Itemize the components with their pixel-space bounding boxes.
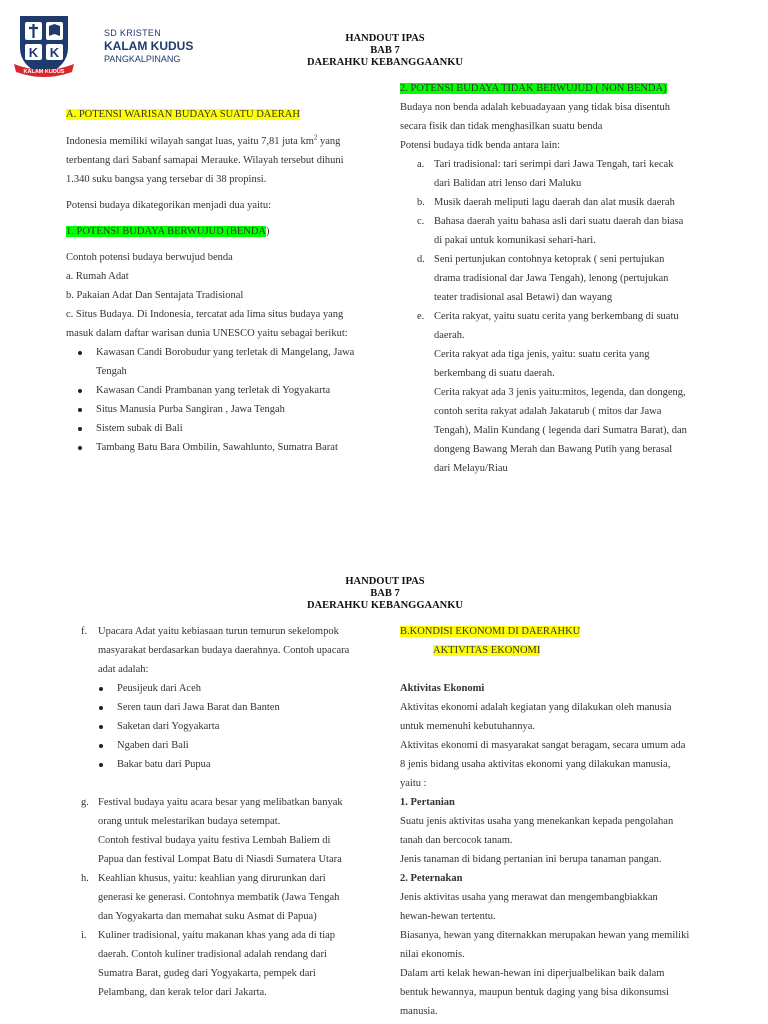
paragraph-line: bentuk hewannya, maupun bentuk daging yang bisa dikonsumsi: [400, 987, 669, 998]
school-logo: [14, 14, 204, 78]
list-item-e: e. Cerita rakyat, yaitu suatu cerita yang berkembang di suatu daerah. Cerita rakyat ada tiga jenis, yaitu: suatu cerita yang berkembang di suatu daerah. Cerita rakyat ada 3 jenis yaitu:mitos, legenda, dan dongeng, contoh serita rakyat adalah Jakatarub ( mitos dar Jawa Tengah), Malin Kundang ( legenda dari Sumatra Barat), dan dongeng Bawang Merah dan Bawang Putih yang berasal dari Melayu/Riau: [417, 311, 687, 474]
intro-line1: Indonesia memiliki wilayah sangat luas, yaitu 7,81 juta $km^2$ yang: [66, 133, 341, 147]
paragraph-line: hewan-hewan tertentu.: [400, 911, 496, 922]
paragraph-line: Aktivitas ekonomi adalah kegiatan yang dilakukan oleh manusia: [400, 702, 672, 713]
paragraph-line: tanah dan bercocok tanam.: [400, 835, 513, 846]
logo-line2: KALAM KUDUS: [104, 39, 194, 53]
logo-line1: SD KRISTEN: [104, 28, 162, 38]
shield-letter-left: K: [28, 45, 39, 60]
paragraph-line: Aktivitas ekonomi di masyarakat sangat beragam, secara umum ada: [400, 740, 686, 751]
paragraph-line: Jenis aktivitas usaha yang merawat dan mengembangbiakkan: [400, 892, 658, 903]
bullet-item: Kawasan Candi Prambanan yang terletak di Yogyakarta: [78, 381, 386, 400]
paragraph-line: yaitu :: [400, 778, 427, 789]
bullet-item: Seren taun dari Jawa Barat dan Banten: [99, 698, 381, 717]
list-item: a. Rumah Adat: [66, 271, 129, 282]
non-benda-intro: Budaya non benda adalah kebuadayaan yang tidak bisa disentuh: [400, 102, 670, 113]
intro-line2: terbentang dari Sabanf samapai Merauke. Wilayah tersebut dihuni: [66, 155, 344, 166]
peternakan-heading: 2. Peternakan: [400, 873, 463, 884]
non-benda-title: 2. POTENSI BUDAYA TIDAK BERWUJUD ( NON BENDA): [400, 83, 667, 94]
list-item-c: c. Bahasa daerah yaitu bahasa asli dari suatu daerah dan biasa di pakai untuk komunikasi sehari-hari.: [417, 216, 684, 246]
list-item-h: h. Keahlian khusus, yaitu: keahlian yang dirurunkan dari generasi ke generasi. Contohnya membatik (Jawa Tengah dan Yogyakarta dan memahat suku Asmat di Papua): [81, 873, 340, 922]
paragraph-line: Dalam arti kelak hewan-hewan ini diperjualbelikan baik dalam: [400, 968, 665, 979]
page2-right-column: [400, 622, 720, 1021]
berwujud-title: 1. POTENSI BUDAYA BERWUJUD (BENDA): [66, 226, 270, 237]
list-item-b: b. Musik daerah meliputi lagu daerah dan alat musik daerah: [417, 197, 675, 208]
aktivitas-subtitle: Aktivitas Ekonomi: [400, 683, 485, 694]
paragraph-line: manusia.: [400, 1006, 438, 1017]
bullet-item: Situs Manusia Purba Sangiran , Jawa Tengah: [78, 400, 386, 419]
non-benda-intro: secara fisik dan tidak menghasilkan suatu benda: [400, 121, 603, 132]
page1-right-column: [400, 79, 720, 478]
list-item-g: g. Festival budaya yaitu acara besar yang melibatkan banyak orang untuk melestarikan budaya setempat. Contoh festival budaya yaitu festiva Lembah Baliem di Papua dan festival Lompat Batu di Niasdi Sumatera Utara: [81, 797, 343, 865]
header-subtitle: DAERAHKU KEBANGGAANKU: [306, 57, 464, 68]
paragraph-line: nilai ekonomis.: [400, 949, 465, 960]
list-item: c. Situs Budaya. Di Indonesia, tercatat ada lima situs budaya yang: [66, 309, 344, 320]
header-chapter: BAB 7: [370, 588, 400, 599]
intro-line3: 1.340 suku bangsa yang tersebar di 38 propinsi.: [66, 174, 267, 185]
paragraph-line: 8 jenis bidang usaha aktivitas ekonomi yang dilakukan manusia,: [400, 759, 671, 770]
bullet-item: Bakar batu dari Pupua: [99, 755, 381, 774]
logo-ribbon-text: KALAM KUDUS: [23, 69, 65, 75]
page1-header: [250, 33, 520, 69]
header-title: HANDOUT IPAS: [345, 576, 425, 587]
list-item-a: a. Tari tradisional: tari serimpi dari Jawa Tengah, tari kecak dari Balidan atri lenso dari Maluku: [417, 159, 674, 189]
shield-icon: [14, 14, 74, 78]
list-item-d: d. Seni pertunjukan contohnya ketoprak ( seni pertujukan drama tradisional dar Jawa Tengah), lenong (pertujukan teater tradisional asal Betawi) dan wayang: [417, 254, 669, 303]
bullet-item: Saketan dari Yogyakarta: [99, 717, 381, 736]
pertanian-heading: 1. Pertanian: [400, 797, 455, 808]
section-a-title: A. POTENSI WARISAN BUDAYA SUATU DAERAH: [66, 109, 300, 120]
header-title: HANDOUT IPAS: [345, 33, 425, 44]
list-item-i: i. Kuliner tradisional, yaitu makanan khas yang ada di tiap daerah. Contoh kuliner tradisional adalah rendang dari Sumatra Barat, gudeg dari Yogyakarta, pempek dari Pelambang, dan kerak telor dari Jakarta.: [81, 930, 336, 998]
paragraph-line: Suatu jenis aktivitas usaha yang menekankan kepada pengolahan: [400, 816, 674, 827]
non-benda-intro: Potensi budaya tidk benda antara lain:: [400, 140, 561, 151]
section-b-title: B.KONDISI EKONOMI DI DAERAHKU: [400, 626, 581, 637]
aktivitas-title: AKTIVITAS EKONOMI: [433, 645, 541, 656]
bullet-item: Peusijeuk dari Aceh: [99, 679, 381, 698]
header-chapter: BAB 7: [370, 45, 400, 56]
bullet-item: Ngaben dari Bali: [99, 736, 381, 755]
page2-header: [250, 576, 520, 612]
bullet-item: Tambang Batu Bara Ombilin, Sawahlunto, Sumatra Barat: [78, 438, 386, 457]
paragraph-line: Jenis tanaman di bidang pertanian ini berupa tanaman pangan.: [400, 854, 662, 865]
paragraph-line: untuk memenuhi kebutuhannya.: [400, 721, 536, 732]
contoh-text: Contoh potensi budaya berwujud benda: [66, 252, 233, 263]
logo-line3: PANGKALPINANG: [104, 54, 181, 64]
bullet-item: Sistem subak di Bali: [78, 419, 386, 438]
page1-left-column: [66, 105, 386, 457]
list-item: masuk dalam daftar warisan dunia UNESCO yaitu sebagai berikut:: [66, 328, 348, 339]
bullet-item: Kawasan Candi Borobudur yang terletak di Mangelang, Jawa Tengah: [78, 343, 386, 381]
page2-left-column: [81, 622, 381, 1002]
shield-letter-right: K: [49, 45, 60, 60]
paragraph-line: Biasanya, hewan yang diternakkan merupakan hewan yang memiliki: [400, 930, 690, 941]
kategori-text: Potensi budaya dikategorikan menjadi dua yaitu:: [66, 200, 271, 211]
list-item: b. Pakaian Adat Dan Sentajata Tradisional: [66, 290, 244, 301]
list-item-f: f. Upacara Adat yaitu kebiasaan turun temurun sekelompok masyarakat berdasarkan budaya daerahnya. Contoh upacara adat adalah:: [81, 626, 350, 675]
header-subtitle: DAERAHKU KEBANGGAANKU: [306, 600, 464, 611]
